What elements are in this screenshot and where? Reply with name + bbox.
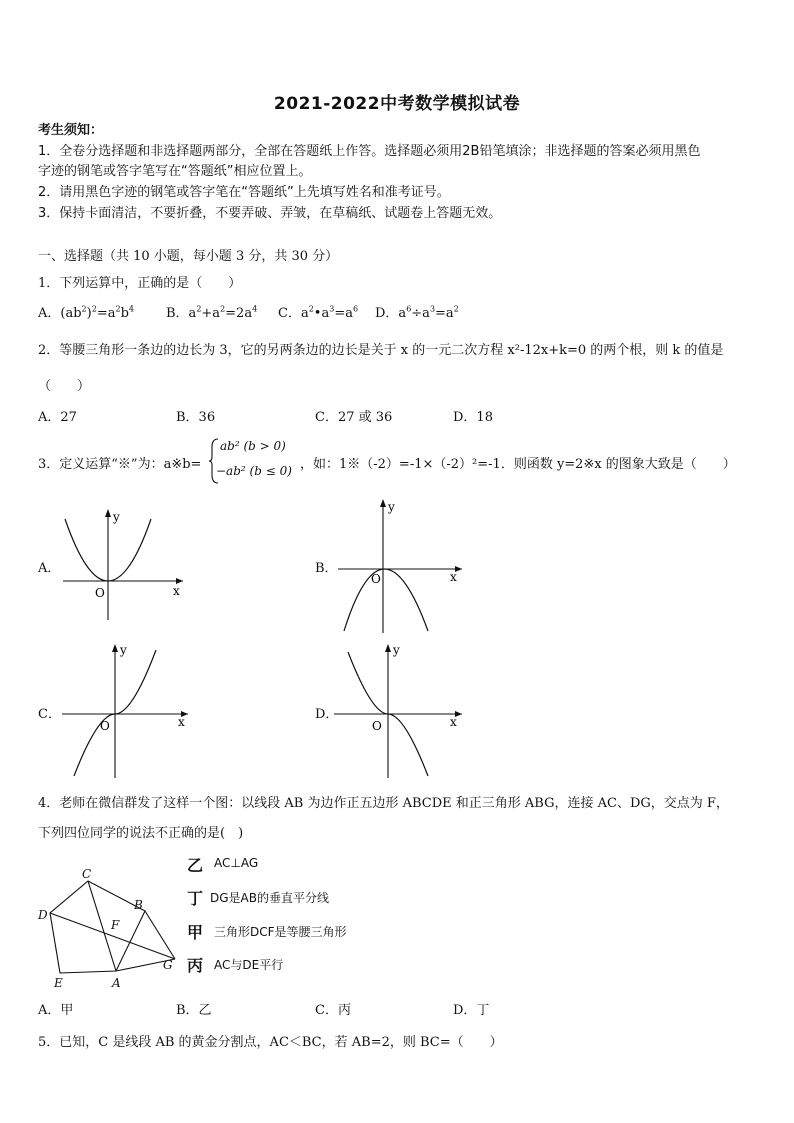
pentagon-diagram (30, 865, 190, 990)
q4-option-b[interactable]: B．乙 (176, 1003, 212, 1018)
q2-option-d[interactable]: D．18 (453, 410, 493, 425)
x-axis-label: x (173, 584, 180, 598)
statement-text: AC与DE平行 (214, 958, 284, 972)
question-4-stem-2: 下列四位同学的说法不正确的是( ) (38, 826, 244, 841)
y-axis-label: y (120, 643, 127, 657)
statement-text: AC⊥AG (214, 856, 259, 870)
y-axis-label: y (393, 643, 400, 657)
q2-option-c[interactable]: C．27 或 36 (315, 410, 393, 425)
x-axis-label: x (178, 715, 185, 729)
notice-line: 字迹的钢笔或答字笔写在“答题纸”相应位置上。 (38, 164, 312, 179)
q3-option-b[interactable]: B． (315, 561, 338, 576)
statement-text: 三角形DCF是等腰三角形 (214, 925, 347, 939)
q2-option-b[interactable]: B．36 (176, 410, 216, 425)
graph-b[interactable] (330, 495, 470, 635)
origin-label: O (95, 586, 105, 600)
question-4-stem-1: 4．老师在微信群发了这样一个图：以线段 AB 为边作正五边形 ABCDE 和正三角形 ABG，连接 AC、DG，交点为 F， (38, 796, 729, 811)
question-2-paren: （ ） (38, 379, 91, 394)
q1-option-a[interactable]: A．$(ab^2)^2=a^2b^4$ (38, 304, 134, 321)
q1-option-c[interactable]: C．$a^2•a^3=a^6$ (278, 304, 359, 321)
q4-option-d[interactable]: D．丁 (453, 1003, 490, 1018)
point-label-e: E (54, 976, 63, 990)
statement-speaker: 丙 (187, 956, 204, 975)
point-label-a: A (112, 976, 121, 990)
notice-line: 3．保持卡面清洁，不要折叠，不要弄破、弄皱，在草稿纸、试题卷上答题无效。 (38, 206, 502, 221)
graph-a[interactable] (55, 505, 190, 625)
point-label-f: F (111, 918, 120, 932)
question-2-stem: 2．等腰三角形一条边的边长为 3，它的另两条边的边长是关于 x 的一元二次方程 x²-12x+k=0 的两个根，则 k 的值是 (38, 343, 724, 358)
statement-text: DG是AB的垂直平分线 (210, 891, 329, 905)
piecewise-case-1: ab² (b > 0) (220, 439, 286, 453)
origin-label: O (372, 719, 382, 733)
point-label-c: C (82, 867, 92, 881)
notice-line: 1．全卷分选择题和非选择题两部分，全部在答题纸上作答。选择题必须用2B铅笔填涂；非选择题的答案必须用黑色 (38, 144, 701, 159)
question-3-stem-end: ，如：1※（-2）=-1×（-2）²=-1．则函数 y=2※x 的图象大致是（ ） (300, 457, 736, 472)
notice-line: 2．请用黑色字迹的钢笔或答字笔在“答题纸”上先填写姓名和准考证号。 (38, 185, 450, 200)
q3-option-d[interactable]: D． (315, 707, 339, 722)
q3-option-a[interactable]: A． (38, 561, 61, 576)
point-label-b: B (134, 898, 143, 912)
statement-speaker: 甲 (187, 923, 204, 942)
question-1-stem: 1．下列运算中，正确的是（ ） (38, 276, 242, 291)
q1-option-d[interactable]: D．$a^6\div a^3=a^2$ (375, 304, 459, 321)
q3-option-c[interactable]: C． (38, 707, 61, 722)
section-heading: 一、选择题（共 10 小题，每小题 3 分，共 30 分） (38, 249, 339, 264)
question-5-stem: 5．已知，C 是线段 AB 的黄金分割点，AC＜BC，若 AB=2，则 BC=（ ） (38, 1035, 503, 1050)
statement-speaker: 丁 (187, 889, 204, 908)
origin-label: O (100, 719, 110, 733)
y-axis-label: y (113, 510, 120, 524)
point-label-g: G (163, 958, 173, 972)
question-3-stem-start: 3．定义运算“※”为：a※b= (38, 457, 202, 472)
x-axis-label: x (450, 715, 457, 729)
page-title: 2021-2022中考数学模拟试卷 (273, 94, 521, 114)
statement-speaker: 乙 (187, 856, 204, 875)
origin-label: O (371, 572, 381, 586)
graph-c[interactable] (60, 640, 195, 780)
graph-d[interactable] (330, 640, 470, 780)
notice-heading: 考生须知： (38, 123, 104, 138)
q1-option-b[interactable]: B．$a^2+a^2=2a^4$ (166, 304, 258, 321)
x-axis-label: x (450, 570, 457, 584)
q2-option-a[interactable]: A．27 (38, 410, 77, 425)
q4-option-a[interactable]: A．甲 (38, 1003, 74, 1018)
piecewise-case-2: −ab² (b ≤ 0) (216, 464, 292, 478)
point-label-d: D (38, 908, 48, 922)
q4-option-c[interactable]: C．丙 (315, 1003, 351, 1018)
y-axis-label: y (388, 500, 395, 514)
